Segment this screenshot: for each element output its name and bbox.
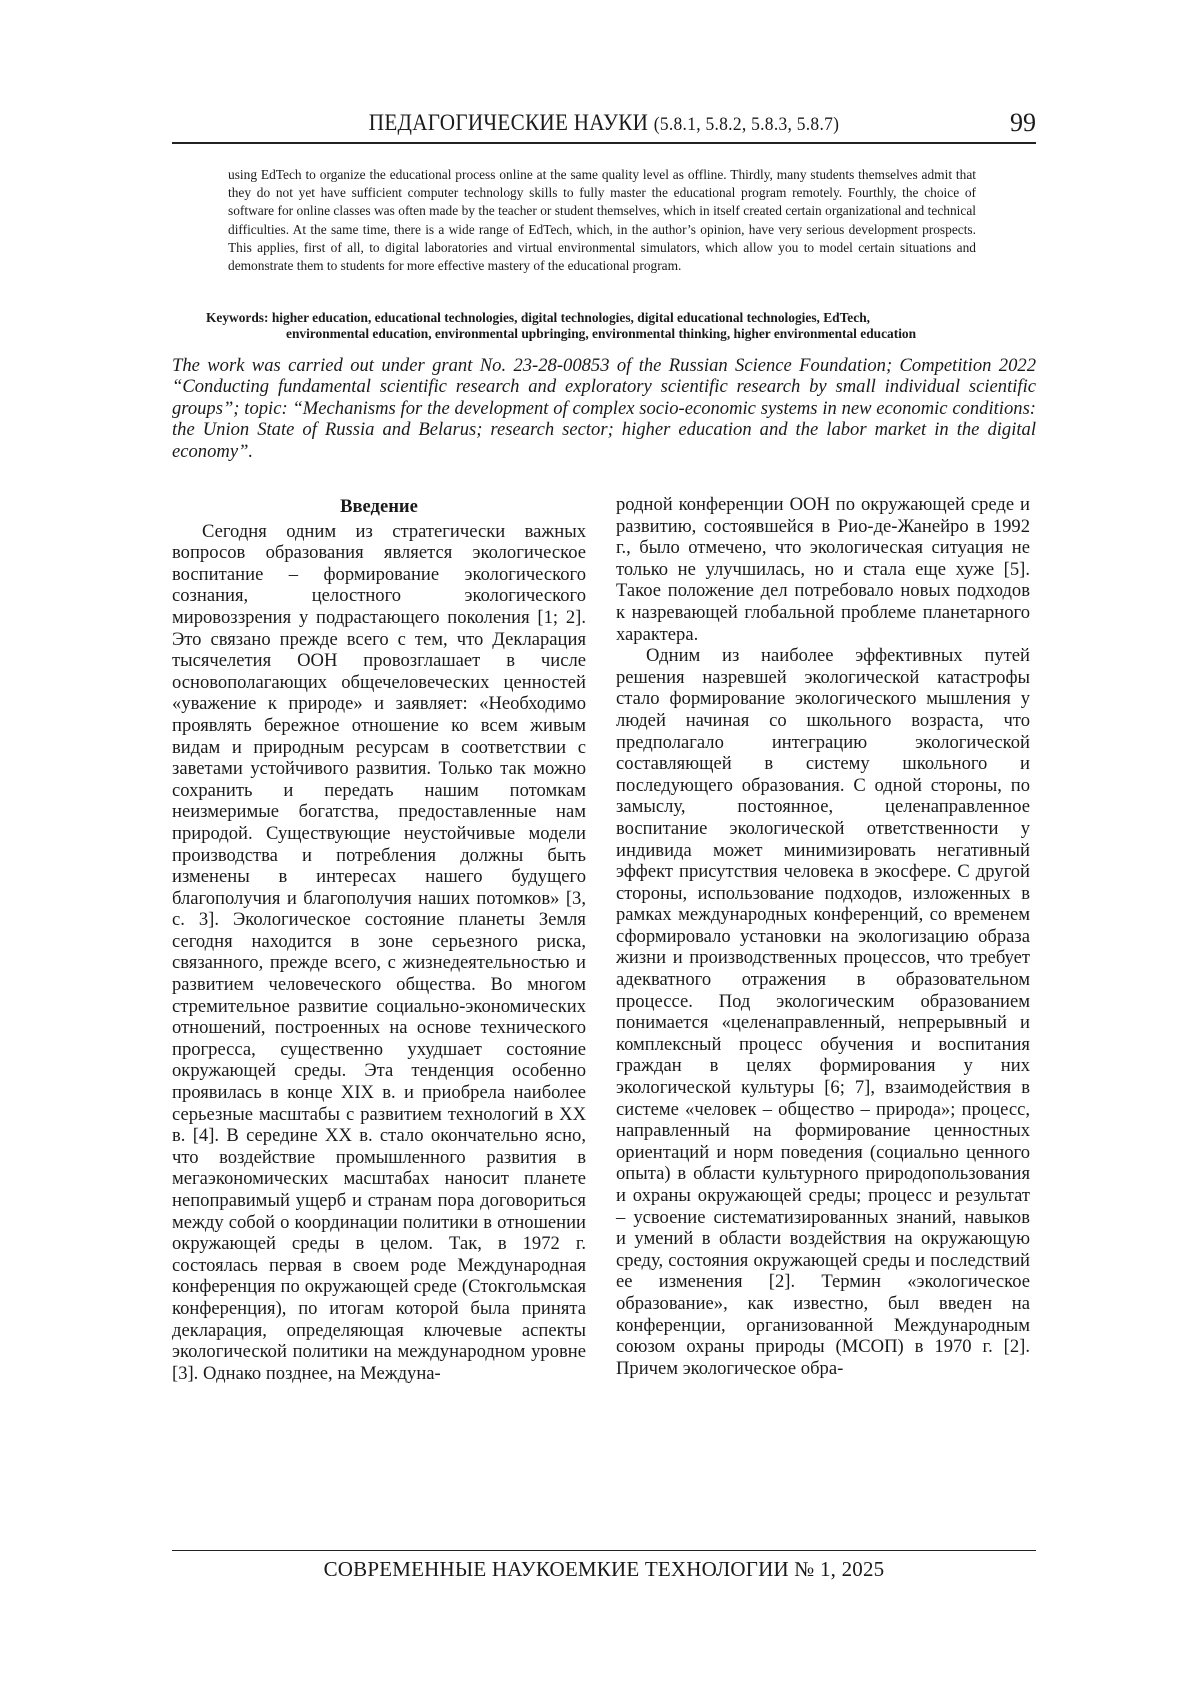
section-codes: (5.8.1, 5.8.2, 5.8.3, 5.8.7) [653, 114, 840, 135]
section-heading: Введение [340, 496, 418, 517]
grant-acknowledgment: The work was carried out under grant No. 23-28-00853 of the Russian Science Foundation; Competition 2022 “Conducting fundamental scientific research and exploratory scientific research by small individual scientific groups”; topic: “Mechanisms for the development of complex socio-economic systems in new economic conditions: the Union State of Russia and Belarus; research sector; higher education and the labor market in the digital economy”. [172, 355, 1036, 462]
right-column [616, 494, 1030, 1379]
paragraph: Одним из наиболее эффективных путей решения назревшей экологической катастрофы стало формирование экологического мышления у людей начиная со школьного возраста, что предполагало интеграцию экологической составляющей в систему школьного и последующего образования. С одной стороны, по замыслу, постоянное, целенаправленное воспитание экологической ответственности у индивида может минимизировать негативный эффект присутствия человека в экосфере. С другой стороны, использование подходов, изложенных в рамках международных конференций, со временем сформировало установки на экологизацию образа жизни и производственных процессов, что требует адекватного отражения в образовательном процессе. Под экологическим образованием понимается «целенаправленный, непрерывный и комплексный процесс обучения и воспитания граждан в целях формирования у них экологической культуры [6; 7], взаимодействия в системе «человек – общество – природа»; процесс, направленный на формирование ценностных ориентаций и норм поведения (социально ценного опыта) в области культурного природопользования и охраны окружающей среды; процесс и результат – усвоение систематизированных знаний, навыков и умений в области воздействия на окружающую среду, состояния окружающей среды и последствий ее изменения [2]. Термин «экологическое образование», как известно, был введен на конференции, организованной Международным союзом охраны природы (МСОП) в 1970 г. [2]. Причем экологическое обра- [616, 645, 1030, 1379]
journal-footer: СОВРЕМЕННЫЕ НАУКОЕМКИЕ ТЕХНОЛОГИИ № 1, 2025 [172, 1550, 1036, 1582]
left-column [172, 494, 586, 1384]
paragraph: Сегодня одним из стратегически важных вопросов образования является экологическое воспитание – формирование экологического сознания, целостного экологического мировоззрения у подрастающего поколения [1; 2]. Это связано прежде всего с тем, что Декларация тысячелетия ООН провозглашает в числе основополагающих общечеловеческих ценностей «уважение к природе» и заявляет: «Необходимо проявлять бережное отношение ко всем живым видам и природным ресурсам в соответствии с заветами устойчивого развития. Только так можно сохранить и передать нашим потомкам неизмеримые богатства, предоставленные нам природой. Существующие неустойчивые модели производства и потребления должны быть изменены в интересах нашего будущего благополучия и благополучия наших потомков» [3, с. 3]. Экологическое состояние планеты Земля сегодня находится в зоне серьезного риска, связанного, прежде всего, с жизнедеятельностью и развитием человеческого общества. Во многом стремительное развитие социально-экономических отношений, построенных на основе технического прогресса, существенно ухудшает состояние окружающей среды. Эта тенденция особенно проявилась в конце XIX в. и приобрела наиболее серьезные масштабы с развитием технологий в XX в. [4]. В середине XX в. стало окончательно ясно, что воздействие промышленного развития в мегаэкономических масштабах наносит планете непоправимый ущерб и странам пора договориться между собой о координации политики в отношении окружающей среды в целом. Так, в 1972 г. состоялась первая в своем роде Международная конференция по окружающей среде (Стокгольмская конференция), по итогам которой была принята декларация, определяющая ключевые аспекты экологической политики на международном уровне [3]. Однако позднее, на Междуна- [172, 520, 586, 1384]
paragraph: родной конференции ООН по окружающей среде и развитию, состоявшейся в Рио-де-Жанейро в 1992 г., было отмечено, что экологическая ситуация не только не улучшилась, но и стала еще хуже [5]. Такое положение дел потребовало новых подходов к назревающей глобальной проблеме планетарного характера. [616, 494, 1030, 645]
journal-section-title [207, 110, 1002, 136]
page-number: 99 [1010, 108, 1036, 137]
section-name: ПЕДАГОГИЧЕСКИЕ НАУКИ [368, 110, 649, 135]
keywords [206, 310, 1012, 342]
abstract-text: using EdTech to organize the educational process online at the same quality level as offline. Thirdly, many students themselves admit that they do not yet have sufficient computer technology skills to fully master the educational program remotely. Fourthly, the choice of software for online classes was often made by the teacher or student themselves, which in itself created certain organizational and technical difficulties. At the same time, there is a wide range of EdTech, which, in the author’s opinion, have very serious development prospects. This applies, first of all, to digital laboratories and virtual environmental simulators, which allow you to model certain situations and demonstrate them to students for more effective mastery of the educational program. [228, 167, 976, 274]
keywords-line1: higher education, educational technologies, digital technologies, digital educational technologies, EdTech, [271, 310, 870, 325]
keywords-line2: environmental education, environmental upbringing, environmental thinking, higher environmental education [286, 326, 917, 341]
running-header [172, 108, 1036, 144]
keywords-label: Keywords: [206, 310, 269, 325]
